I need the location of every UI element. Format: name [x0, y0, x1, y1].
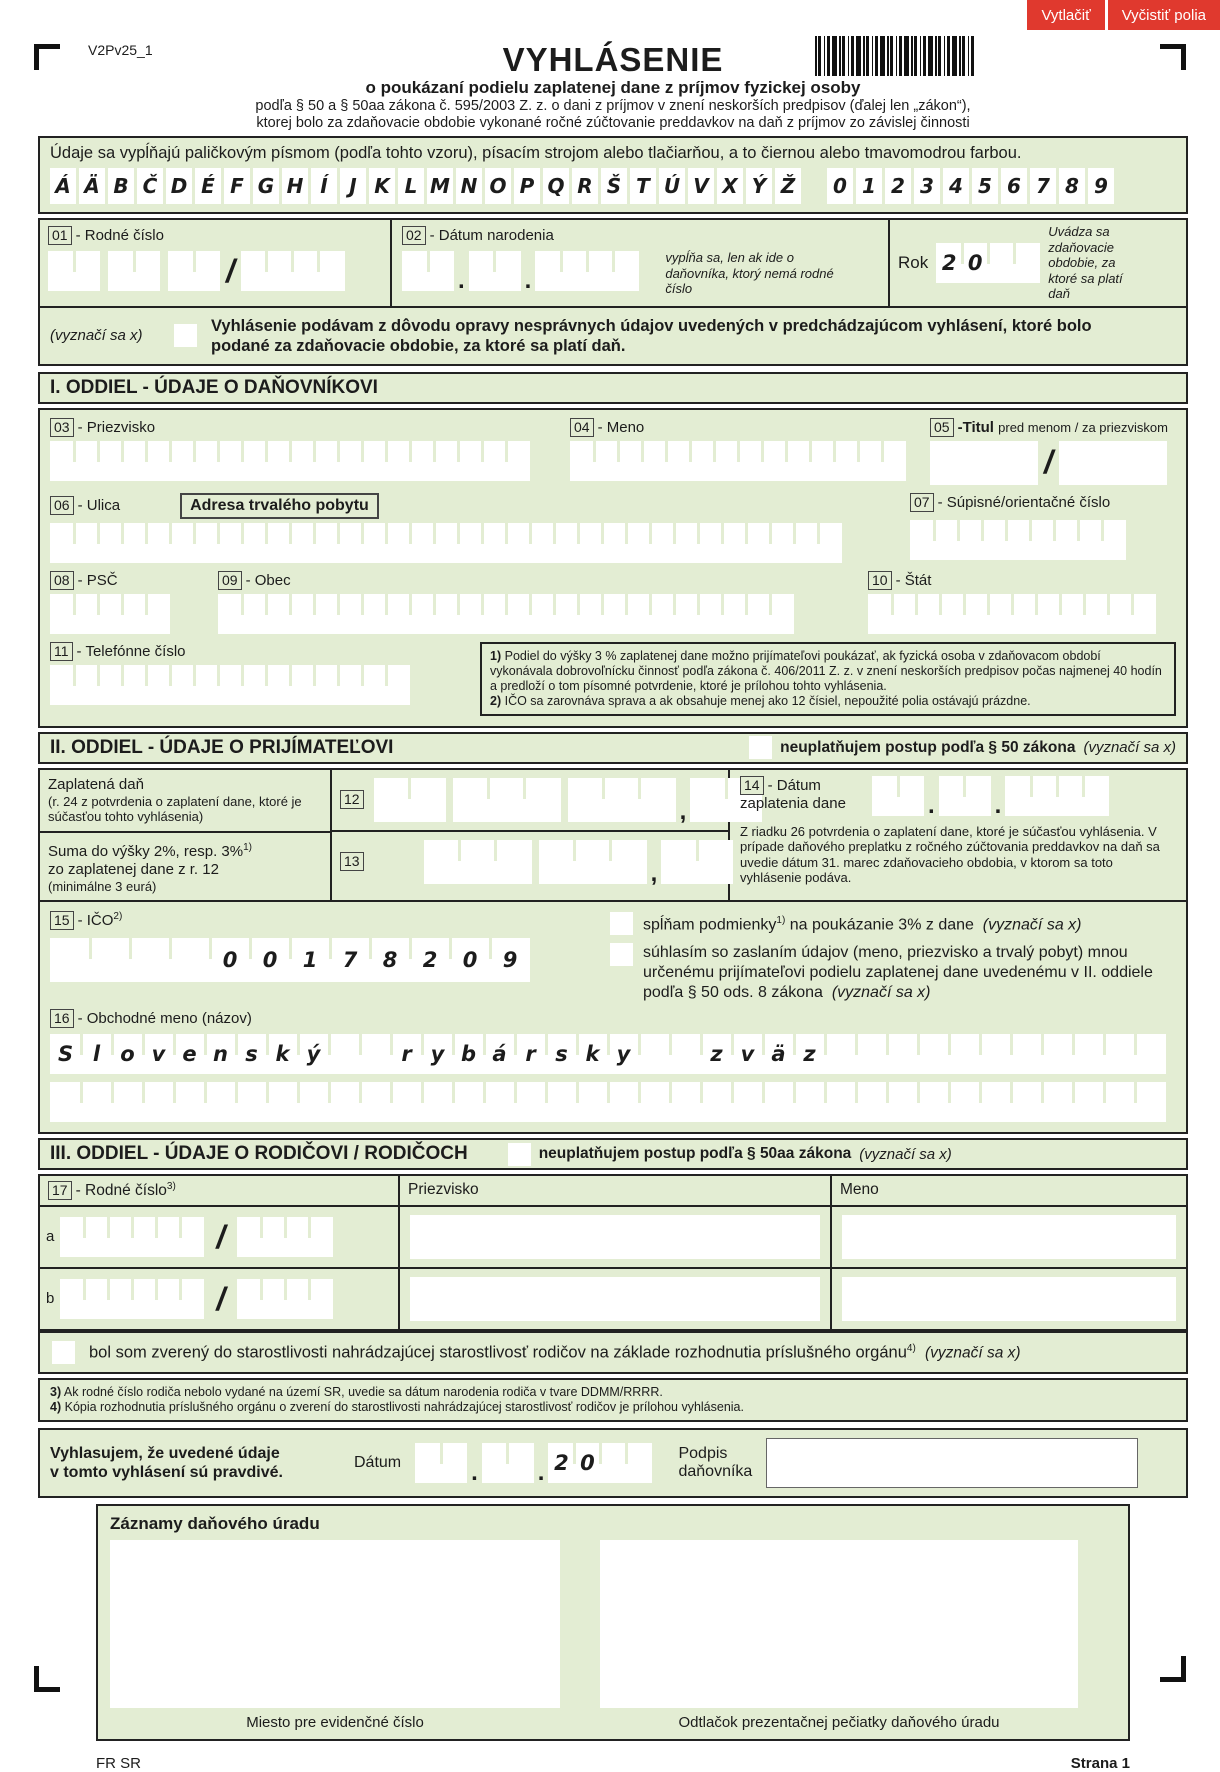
correction-checkbox[interactable] [174, 324, 197, 347]
footnote-1: Podiel do výšky 3 % zaplatenej dane možno prijímateľovi poukázať, ak fyzická osoba v zdaňovacom období vykonávala dobrovoľnícku činnosť podľa zákona č. 406/2011 Z. z. v znení neskorších predpisov počas najmenej 40 hodín a predloží o tom písomné potvrdenie, ktoré je prílohou tohto vyhlásenia. [490, 648, 1162, 693]
supisne-label: - Súpisné/orientačné číslo [937, 493, 1111, 511]
declaration-month-input[interactable] [482, 1443, 534, 1483]
priezvisko-input[interactable] [50, 441, 530, 481]
payment-year-input[interactable] [1005, 776, 1109, 816]
declaration-text: Vyhlasujem, že uvedené údaje v tomto vyhlásení sú pravdivé. [50, 1445, 283, 1482]
form-page [38, 0, 1188, 1772]
check-3percent: spĺňam podmienky$^{1)}$ na poukázanie 3% z dane (vyznačí sa x) [610, 912, 1176, 935]
rodne-cislo-input-3[interactable] [168, 251, 220, 291]
sample-digits: 0 1 2 3 4 5 6 7 8 9 [827, 168, 1114, 204]
row14-note: Z riadku 26 potvrdenia o zaplatení dane, ktoré je súčasťou vyhlásenia. V prípade daňového preplatku z ročného zúčtovania preddavkov na daň sa uvedie dátum 31. marec zdaňovacieho obdobia, v ktorom sa toto vyhlásenie podáva. [740, 823, 1160, 885]
section3-title: III. ODDIEL - ÚDAJE O RODIČOVI / RODIČOCH [50, 1143, 468, 1164]
field-telefon: 11 - Telefónne číslo [50, 642, 480, 716]
row13-label: Suma do výšky 2%, resp. 3% [48, 842, 244, 860]
parent-b-rc-input-2[interactable] [237, 1279, 333, 1319]
section1-header [38, 372, 1188, 404]
birth-month-input[interactable] [469, 251, 521, 291]
form-header [38, 0, 1188, 132]
rok-note: Uvádza sa zdaňovacie obdobie, za ktoré sa platí daň [1048, 224, 1123, 301]
row13-input-dec[interactable] [661, 840, 733, 884]
parent-b-surname-input[interactable] [410, 1277, 820, 1321]
payment-date-block: 14 - Dátum zaplatenia dane . . Z riadku 26 potvrdenia o zaplatení dane, ktoré je súčasťou vyhlásenia. V prípade daňového preplatku z ročného zúčtovania preddavkov na daň sa uvedie dátum 31. marec zdaňovacieho obdobia, v ktorom sa toto vyhlásenie podáva. [730, 770, 1186, 901]
stat-label: - Štát [895, 571, 932, 589]
section2-header: II. ODDIEL - ÚDAJE O PRIJÍMATEĽOVI neuplatňujem postup podľa § 50 zákona (vyznačí sa x) [38, 732, 1188, 764]
row12-input-a[interactable] [374, 778, 446, 822]
obchodne-meno-label: - Obchodné meno (názov) [77, 1010, 252, 1027]
section1-footnotes: 1) Podiel do výšky 3 % zaplatenej dane možno prijímateľovi poukázať, ak fyzická osoba v zdaňovacom období vykonávala dobrovoľnícku činnosť podľa zákona č. 406/2011 Z. z. v znení neskorších predpisov počas najmenej 40 hodín a predloží o tom písomné potvrdenie, ktoré je prílohou tohto vyhlásenia. 2) IČO sa zarovnáva sprava a ak obsahuje menej ako 12 čísiel, nepoužité polia ostávajú prázdne. [480, 642, 1176, 716]
section2-optout-checkbox[interactable] [749, 736, 772, 759]
ulica-label: - Ulica [77, 497, 121, 514]
signature-input[interactable] [766, 1438, 1138, 1488]
rok-input[interactable]: 2 0 [936, 243, 1040, 283]
field-obec: 09 - Obec [218, 571, 868, 634]
meno-label: - Meno [597, 418, 645, 436]
birth-day-input[interactable] [402, 251, 454, 291]
field-ulica: 06 - Ulica Adresa trvalého pobytu [50, 493, 910, 563]
field-rok [890, 220, 1186, 306]
row12-input-c[interactable] [568, 778, 676, 822]
birth-year-input[interactable] [535, 251, 639, 291]
section2-body [38, 768, 1188, 1135]
titul-za-input[interactable] [1059, 441, 1167, 485]
row-a-label: a [46, 1228, 55, 1246]
date-label: Dátum [354, 1454, 402, 1472]
identity-box [38, 218, 1188, 366]
parent-rc-header: - Rodné číslo [75, 1182, 167, 1200]
stamp-area [600, 1540, 1078, 1708]
page-footer [96, 1755, 1130, 1772]
declaration-day-input[interactable] [415, 1443, 467, 1483]
titul-label: -Titul [957, 418, 994, 436]
footnote-2: IČO sa zarovnáva sprava a ak obsahuje menej ako 12 čísiel, nepoužité polia ostávajú prázdne. [504, 693, 1031, 708]
ico-input[interactable]: 0 0 1 7 8 2 0 9 [50, 938, 530, 982]
field-meno: 04 - Meno [570, 418, 930, 485]
tax-office-records [96, 1504, 1130, 1741]
parent-surname-header: Priezvisko [400, 1176, 832, 1205]
ico-label: - IČO [77, 912, 114, 929]
stat-input[interactable] [868, 594, 1156, 634]
obchodne-meno-input-row1[interactable]: S l o v e n s k ý r y b á r s k y z v ä z [50, 1034, 1166, 1074]
field-ico: 15 - IČO$^{2)}$ 0 0 1 7 8 2 0 9 [50, 908, 610, 1003]
records-title: Záznamy daňového úradu [110, 1514, 320, 1534]
rodne-cislo-input-1[interactable] [48, 251, 100, 291]
instruction-box [38, 136, 1188, 214]
psc-label: - PSČ [77, 571, 118, 589]
custody-checkbox[interactable] [52, 1341, 75, 1364]
section3-optout-checkbox[interactable] [508, 1143, 531, 1166]
signature-label: Podpis daňovníka [678, 1445, 753, 1481]
correction-text: Vyhlásenie podávam z dôvodu opravy nesprávnych údajov uvedených v predchádzajúcom vyhlásení, ktoré bolo podané za zdaňovacie obdobie, za ktoré sa platí daň. [211, 316, 1092, 355]
footnote-3: Ak rodné číslo rodiča nebolo vydané na území SR, uvedie sa dátum narodenia rodiča v tvare DDMM/RRRR. [63, 1385, 663, 1400]
footer-org: FR SR [96, 1755, 141, 1772]
field-titul: 05 -Titul pred menom / za priezviskom / [930, 418, 1176, 485]
pdf-toolbar [1027, 0, 1220, 30]
section2-optout-label: neuplatňujem postup podľa § 50 zákona [780, 738, 1076, 756]
row12-input-b[interactable] [453, 778, 561, 822]
rodne-cislo-input-2[interactable] [108, 251, 160, 291]
field-obchodne-meno: 16 - Obchodné meno (názov) S l o v e n s k ý r y b á r s k y z v ä z [40, 1007, 1186, 1132]
row13-input-b[interactable] [539, 840, 647, 884]
section3-header: III. ODDIEL - ÚDAJE O RODIČOVI / RODIČOCH neuplatňujem postup podľa § 50aa zákona (vyznačí sa x) [38, 1138, 1188, 1170]
declaration-box: Vyhlasujem, že uvedené údaje v tomto vyhlásení sú pravdivé. Dátum . . 2 0 Podpis daňovníka [38, 1428, 1188, 1498]
paid-tax-inputs: 12 , 13 , [332, 770, 730, 901]
row12-label: Zaplatená daň [48, 775, 144, 793]
correction-row [40, 306, 1186, 364]
field-supisne-cislo: 07 - Súpisné/orientačné číslo [910, 493, 1176, 563]
psc-input[interactable] [50, 594, 170, 634]
parent-row-b: b / [40, 1269, 1186, 1331]
obec-input[interactable] [218, 594, 794, 634]
form-legal-line-2: ktorej bolo za zdaňovacie obdobie vykonané ročné zúčtovanie preddavkov na daň z príjmov zo závislej činnosti [256, 115, 970, 131]
check-consent: súhlasím so zaslaním údajov (meno, priezvisko a trvalý pobyt) mnou určenému prijímateľovi podielu zaplatenej dane uvedenému v II. oddiele podľa § 50 ods. 8 zákona (vyznačí sa x) [610, 943, 1176, 1003]
rodne-cislo-label: - Rodné číslo [75, 227, 164, 244]
obec-label: - Obec [245, 571, 291, 589]
print-button[interactable]: Vytlačiť [1027, 0, 1104, 30]
payment-month-input[interactable] [939, 776, 991, 816]
rok-label: Rok [898, 252, 929, 272]
form-code: V2Pv25_1 [88, 42, 153, 58]
form-subtitle: o poukázaní podielu zaplatenej dane z príjmov fyzickej osoby [365, 78, 861, 97]
telefon-input[interactable] [50, 665, 410, 705]
rodne-cislo-input-4[interactable] [241, 251, 345, 291]
instruction-text: Údaje sa vypĺňajú paličkovým písmom (podľa tohto vzoru), písacím strojom alebo tlačiarňou, a to čiernou alebo tmavomodrou farbou. [50, 144, 1022, 162]
rodne-cislo-slash: / [226, 252, 235, 289]
parent-b-name-input[interactable] [842, 1277, 1176, 1321]
row12-sublabel: (r. 24 z potvrdenia o zaplatení dane, ktoré je súčasťou tohto vyhlásenia) [48, 793, 302, 824]
datum-narodenia-label: - Dátum narodenia [429, 227, 554, 244]
field-stat: 10 - Štát [868, 571, 1176, 634]
custody-row: bol som zverený do starostlivosti nahrádzajúcej starostlivosť rodičov na základe rozhodnutia príslušného orgánu$^{4)}$ (vyznačí sa x) [40, 1331, 1186, 1372]
custody-text: bol som zverený do starostlivosti nahrádzajúcej starostlivosť rodičov na základe rozhodnutia príslušného orgánu [89, 1343, 907, 1362]
titul-sublabel: pred menom / za priezviskom [998, 419, 1168, 435]
clear-fields-button[interactable]: Vyčistiť polia [1108, 0, 1220, 30]
declaration-year-input[interactable]: 2 0 [548, 1443, 652, 1483]
section3-footnotes: 3) Ak rodné číslo rodiča nebolo vydané na území SR, uvedie sa dátum narodenia rodiča v tvare DDMM/RRRR. 4) Kópia rozhodnutia príslušného orgánu o zverení do starostlivosti nahrádzajúcej starostlivosť rodičov je prílohou vyhlásenia. [38, 1378, 1188, 1422]
evidence-number-caption: Miesto pre evidenčné číslo [246, 1714, 424, 1732]
parent-a-name-input[interactable] [842, 1215, 1176, 1259]
field-datum-narodenia: 02 - Dátum narodenia . . vypĺňa sa, len ak ide o daňovníka, ktorý nemá rodné číslo [392, 220, 890, 306]
section1-title: I. ODDIEL - ÚDAJE O DAŇOVNÍKOVI [50, 376, 378, 398]
row14-label: - Dátum [767, 776, 821, 794]
parent-a-rc-input-1[interactable] [60, 1217, 204, 1257]
paid-tax-labels: Zaplatená daň (r. 24 z potvrdenia o zaplatení dane, ktoré je súčasťou tohto vyhlásenia) Suma do výšky 2%, resp. 3%$^{1)}$ zo zaplatenej dane z r. 12 (minimálne 3 eurá) [40, 770, 332, 901]
field-priezvisko: 03 - Priezvisko [50, 418, 570, 485]
meno-input[interactable] [570, 441, 906, 481]
parent-a-surname-input[interactable] [410, 1215, 820, 1259]
supisne-input[interactable] [910, 520, 1126, 560]
section2-title: II. ODDIEL - ÚDAJE O PRIJÍMATEĽOVI [50, 736, 394, 758]
row13-input-a[interactable] [424, 840, 532, 884]
address-badge: Adresa trvalého pobytu [180, 493, 379, 519]
stamp-caption: Odtlačok prezentačnej pečiatky daňového úradu [678, 1714, 1000, 1732]
field-psc: 08 - PSČ [50, 571, 218, 634]
obchodne-meno-input-row2[interactable] [50, 1082, 1166, 1122]
sample-letters: Á Ä B Č D É F G H Í J K L M N O P Q R Š T Ú V X Ý Ž [50, 168, 801, 204]
birth-note: vypĺňa sa, len ak ide o daňovníka, ktorý nemá rodné číslo [665, 250, 834, 296]
form-title: VYHLÁSENIE [502, 41, 724, 78]
parents-table-header: 17 - Rodné číslo$^{3)}$ Priezvisko Meno [40, 1176, 1186, 1207]
row12-input-dec[interactable] [690, 778, 762, 822]
consent-checkbox[interactable] [610, 943, 633, 966]
titul-pred-input[interactable] [930, 441, 1038, 485]
conditions-3pct-checkbox[interactable] [610, 912, 633, 935]
parent-name-header: Meno [840, 1181, 879, 1198]
ulica-input[interactable] [50, 523, 842, 563]
form-legal-line-1: podľa § 50 a § 50aa zákona č. 595/2003 Z. z. o dani z príjmov v znení neskorších predpisov (ďalej len „zákon“), [255, 98, 971, 114]
correction-mark-note: (vyznačí sa x) [50, 326, 143, 344]
section3-body [38, 1174, 1188, 1374]
row-b-label: b [46, 1290, 55, 1308]
page-number: Strana 1 [1070, 1755, 1130, 1772]
payment-day-input[interactable] [872, 776, 924, 816]
field-rodne-cislo: 01 - Rodné číslo / [40, 220, 392, 306]
footnote-4: Kópia rozhodnutia príslušného orgánu o zverení do starostlivosti nahrádzajúcej starostlivosť rodičov je prílohou vyhlásenia. [64, 1400, 744, 1415]
section3-optout-label: neuplatňujem postup podľa § 50aa zákona [538, 1145, 852, 1162]
telefon-label: - Telefónne číslo [76, 642, 186, 660]
section1-body [38, 408, 1188, 728]
parent-b-rc-input-1[interactable] [60, 1279, 204, 1319]
evidence-number-area [110, 1540, 560, 1708]
priezvisko-label: - Priezvisko [77, 418, 156, 436]
parent-row-a: a / [40, 1207, 1186, 1269]
parent-a-rc-input-2[interactable] [237, 1217, 333, 1257]
